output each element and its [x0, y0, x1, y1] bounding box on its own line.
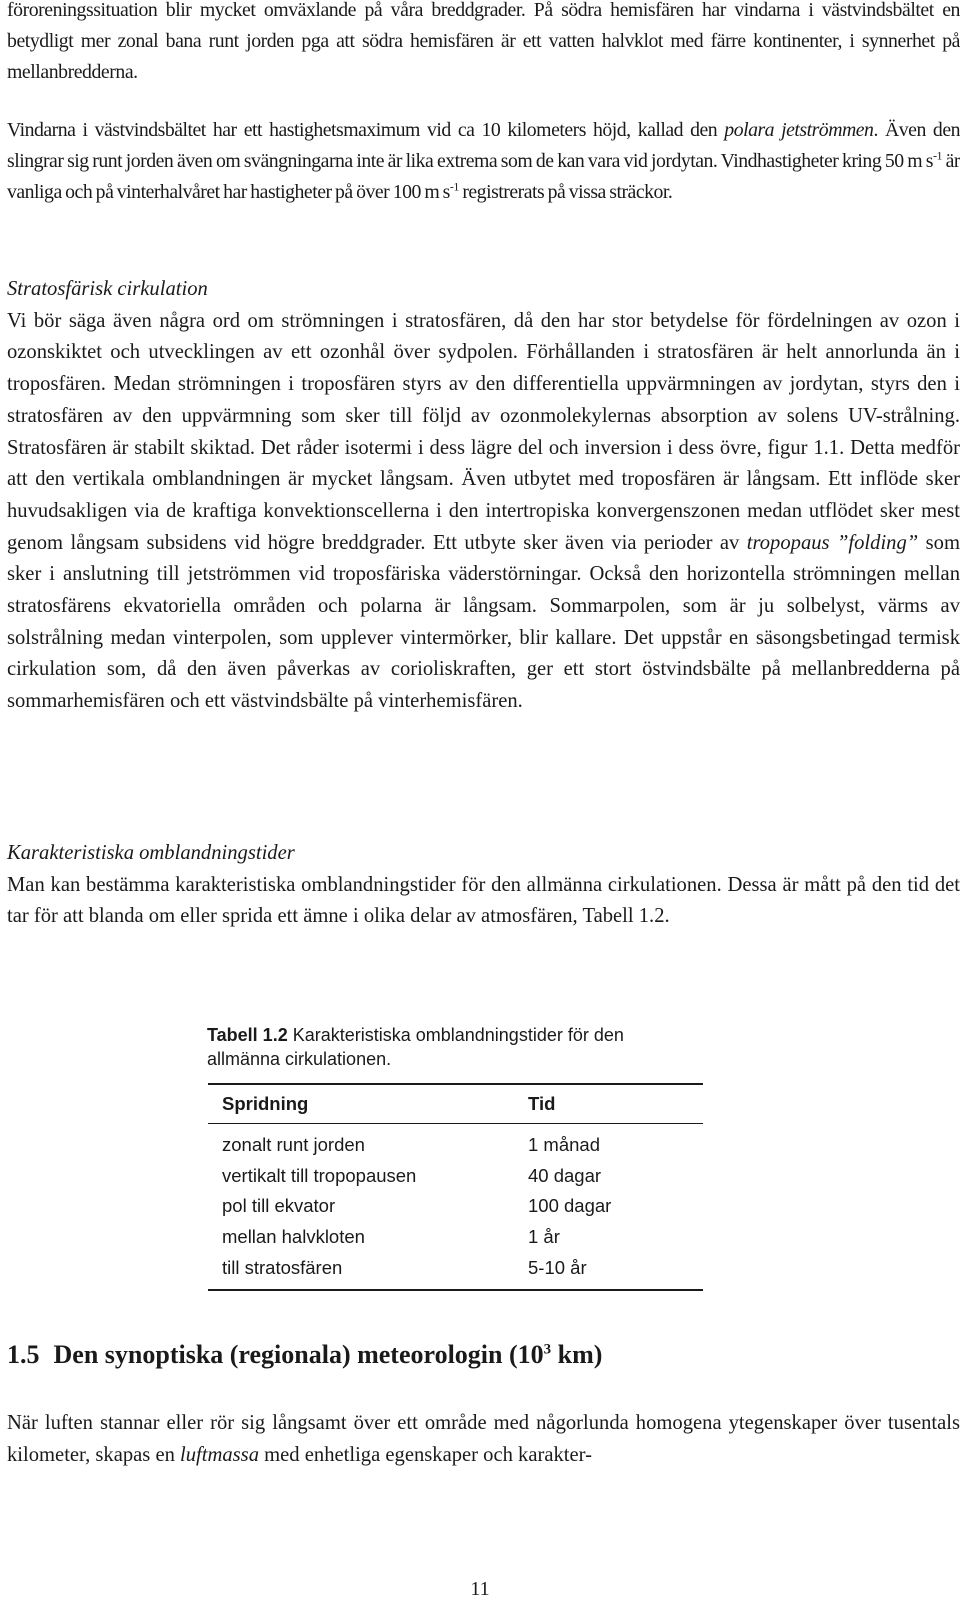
table-row [208, 1124, 703, 1161]
mixing-times-table-block [207, 1023, 707, 1278]
table-cell-time: 1 månad [528, 1134, 600, 1156]
jetstream-text-3: är vanliga och på vinterhalvåret har hastigheter på över 100 m s [7, 150, 960, 203]
unit-exponent-2: -1 [449, 179, 459, 194]
section-number: 1.5 [7, 1340, 40, 1369]
section-stratospheric-circulation [7, 274, 960, 718]
table-row [208, 1252, 703, 1290]
section-heading-mixing: Karakteristiska omblandningstider [7, 842, 295, 864]
table-cell-spread: mellan halvkloten [222, 1226, 365, 1248]
section-heading-synoptic [7, 1340, 602, 1370]
airmass-text-2: med enhetliga egenskaper och karakter- [259, 1443, 592, 1466]
strat-term-folding: tropopaus ”folding” [746, 531, 919, 554]
table-cell-spread: zonalt runt jorden [222, 1134, 365, 1156]
paragraph-jetstream [7, 115, 960, 208]
table-header-spread: Spridning [222, 1093, 309, 1114]
section-title-part-2: km) [551, 1340, 603, 1369]
strat-text-2: som sker i anslutning till jetströmmen vid troposfäriska väderstörningar. Också den horizontella strömningen mellan stratosfärens ekvatoriella områden och polarna är långsam. Sommarpolen, som är ju solbelyst, värms av solstrålning medan vinterpolen, som upplever vintermörker, blir kallare. Det uppstår en säsongsbetingad termisk cirkulation som, då den även påverkas av corioliskraften, ger ett stort östvindsbälte på mellanbredderna på sommarhemisfären och ett västvindsbälte på vinterhemisfären. [7, 531, 960, 713]
table-cell-time: 1 år [528, 1226, 560, 1248]
strat-text-1: Vi bör säga även några ord om strömningen i stratosfären, då den har stor betydelse för fördelningen av ozon i ozonskiktet och utvecklingen av ett ozonhål över sydpolen. Förhållanden i stratosfären är helt annorlunda än i troposfären. Medan strömningen i troposfären styrs av den differentiella uppvärmningen av jordytan, styrs den i stratosfären av den uppvärmning som sker till följd av ozonmolekylernas absorption av solens UV-strålning. Stratosfären är stabilt skiktad. Det råder isotermi i dess lägre del och inversion i dess övre, figur 1.1. Detta medför att den vertikala omblandningen är mycket långsam. Även utbytet med troposfären är långsam. Ett inflöde sker huvudsakligen via de kraftiga konvektionscellerna i den intertropiska konvergenszonen medan utflödet sker mest genom långsam subsidens vid högre breddgrader. Ett utbyte sker även via perioder av [7, 309, 960, 554]
jetstream-text-1: Vindarna i västvindsbältet har ett hastighetsmaximum vid ca 10 kilometers höjd, kallad den [7, 119, 725, 141]
jetstream-text-4: registrerats på vissa sträckor. [458, 181, 673, 203]
airmass-text-1: När luften stannar eller rör sig långsamt över ett område med någorlunda homogena ytegenskaper över tusentals kilometer, skapas en [7, 1412, 960, 1466]
section-heading-stratospheric: Stratosfärisk cirkulation [7, 278, 208, 300]
table-cell-spread: pol till ekvator [222, 1195, 336, 1217]
section-mixing-times [7, 838, 960, 933]
jetstream-text-2: . Även den slingrar sig runt jorden även om svängningarna inte är lika extrema som de kan vara vid jordytan. Vindhastigheter kring 50 m s [7, 119, 960, 172]
table-cell-spread: till stratosfären [222, 1256, 343, 1278]
table-row [208, 1191, 703, 1222]
table-caption [207, 1023, 677, 1071]
table-cell-time: 100 dagar [528, 1195, 612, 1217]
paragraph-intro-text: föroreningssituation blir mycket omväxlande på våra breddgrader. På södra hemisfären har vindarna i västvindsbältet en betydligt mer zonal bana runt jorden pga att södra hemisfären är ett vatten halvklot med färre kontinenter, i synnerhet på mellanbredderna. [7, 0, 960, 83]
paragraph-intro [7, 0, 960, 88]
table-header-time: Tid [528, 1093, 556, 1114]
table-cell-spread: vertikalt till tropopausen [222, 1164, 417, 1186]
table-row [208, 1161, 703, 1192]
table-caption-label: Tabell 1.2 [207, 1025, 288, 1045]
page-number: 11 [470, 1578, 490, 1600]
table-row [208, 1222, 703, 1253]
section-title-part-1: Den synoptiska (regionala) meteorologin (10 [53, 1340, 544, 1369]
paragraph-airmass [7, 1408, 960, 1471]
table-caption-text: Karakteristiska omblandningstider för den allmänna cirkulationen. [207, 1025, 624, 1069]
table-cell-time: 40 dagar [528, 1164, 602, 1186]
jetstream-term: polara jetströmmen [724, 119, 874, 141]
mixing-text: Man kan bestämma karakteristiska omblandningstider för den allmänna cirkulationen. Dessa är mått på den tid det tar för att blanda om eller sprida ett ämne i olika delar av atmosfären, Tabell 1.2. [7, 873, 960, 928]
table-header-row [208, 1084, 703, 1124]
unit-exponent-1: -1 [933, 148, 942, 163]
section-title-exponent: 3 [543, 1341, 552, 1358]
mixing-times-table [208, 1083, 703, 1291]
table-cell-time: 5-10 år [528, 1256, 587, 1278]
airmass-term: luftmassa [180, 1443, 259, 1466]
